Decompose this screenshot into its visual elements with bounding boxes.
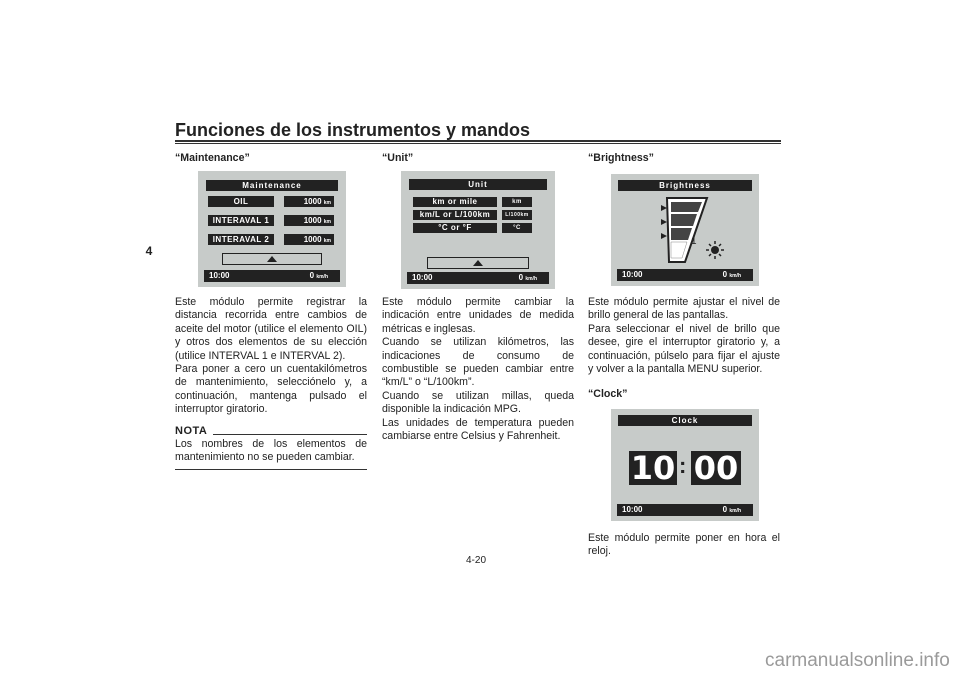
unit-value-fuel: L/100km: [502, 210, 532, 220]
status-bar: [407, 272, 549, 284]
maintenance-value-interval1: 1000 km: [284, 215, 334, 226]
nota-text: Los nombres de los elementos de mantenimiento no se pueden cambiar.: [175, 438, 367, 464]
clock-minutes[interactable]: 00: [691, 451, 741, 485]
status-speed: 0 km/h: [722, 505, 741, 514]
unit-value-temperature: °C: [502, 223, 532, 233]
status-time: 10:00: [622, 270, 643, 279]
header-rule: [175, 140, 781, 142]
nota-title: NOTA: [175, 424, 208, 437]
screen-title-bar: Unit: [409, 179, 547, 190]
unit-heading: “Unit”: [382, 152, 414, 164]
brightness-text: [588, 296, 780, 402]
unit-value-distance: km: [502, 197, 532, 207]
status-speed: 0 km/h: [722, 270, 741, 279]
gauge-segment-3: [671, 214, 697, 226]
up-arrow-icon: [473, 260, 483, 266]
status-time: 10:00: [622, 505, 643, 514]
clock-screen: [611, 409, 759, 521]
maintenance-screen: [198, 171, 346, 287]
unit-paragraph-3: Cuando se utilizan millas, queda disponible la indicación MPG.: [382, 389, 574, 416]
unit-item-temperature[interactable]: °C or °F: [413, 223, 497, 233]
maintenance-text: [175, 296, 367, 470]
unit-item-fuel[interactable]: km/L or L/100km: [413, 210, 497, 220]
status-bar: [204, 270, 340, 282]
maintenance-section: [175, 152, 367, 165]
brightness-screen: [611, 174, 759, 286]
screen-title-bar: Clock: [618, 415, 752, 426]
unit-item-distance[interactable]: km or mile: [413, 197, 497, 207]
screen-title-bar: Maintenance: [206, 180, 338, 191]
unit-text: [382, 296, 574, 443]
gauge-segment-4: [671, 202, 702, 212]
marker-icon: [661, 233, 667, 239]
brightness-heading: “Brightness”: [588, 152, 654, 164]
maintenance-item-interval2[interactable]: INTERAVAL 2: [208, 234, 274, 245]
maintenance-item-interval1[interactable]: INTERAVAL 1: [208, 215, 274, 226]
clock-heading: “Clock”: [588, 388, 628, 401]
maintenance-value-interval2: 1000 km: [284, 234, 334, 245]
unit-screen: [401, 171, 555, 289]
clock-hours[interactable]: 10: [630, 449, 676, 487]
chapter-tab: 4: [138, 238, 160, 264]
maintenance-item-oil[interactable]: OIL: [208, 196, 274, 207]
brightness-level-label: 1: [691, 236, 697, 247]
status-bar: [617, 504, 753, 516]
status-time: 10:00: [412, 273, 433, 282]
maintenance-value-oil: 1000 km: [284, 196, 334, 207]
clock-text: [588, 532, 780, 559]
scroll-up-button[interactable]: [427, 257, 529, 269]
brightness-section: [588, 152, 780, 165]
status-time: 10:00: [209, 271, 230, 280]
status-speed: 0 km/h: [309, 271, 328, 280]
page-header-title: Funciones de los instrumentos y mandos: [175, 120, 531, 140]
unit-paragraph-1: Este módulo permite cambiar la indicación entre unidades de medida métricas e inglesas.: [382, 296, 574, 335]
unit-paragraph-2: Cuando se utilizan kilómetros, las indicaciones de consumo de combustible se pueden cambiar entre “km/L” o “L/100km”.: [382, 336, 574, 389]
marker-icon: [661, 219, 667, 225]
page-number: 4-20: [466, 555, 487, 566]
scroll-up-button[interactable]: [222, 253, 322, 265]
screen-title-bar: Brightness: [618, 180, 752, 191]
maintenance-heading: “Maintenance”: [175, 152, 250, 164]
marker-icon: [661, 205, 667, 211]
maintenance-paragraph-1: Este módulo permite registrar la distancia recorrida entre cambios de aceite del motor (utilice el elemento OIL) y otros dos elementos de su elección (utilice INTERVAL 1 e INTERVAL 2).: [175, 296, 367, 362]
unit-section: [382, 152, 574, 165]
nota-box: [175, 425, 367, 470]
clock-separator: :: [679, 453, 687, 478]
brightness-paragraph-2: Para seleccionar el nivel de brillo que desee, gire el interruptor giratorio y, a continuación, púlselo para fijar el ajuste y volver a la pantalla MENU superior.: [588, 322, 780, 376]
up-arrow-icon: [267, 256, 277, 262]
unit-paragraph-4: Las unidades de temperatura pueden cambiarse entre Celsius y Fahrenheit.: [382, 416, 574, 443]
header-rule-thin: [175, 143, 781, 144]
status-speed: 0 km/h: [518, 273, 537, 282]
status-bar: [617, 269, 753, 281]
brightness-paragraph-1: Este módulo permite ajustar el nivel de brillo general de las pantallas.: [588, 296, 780, 322]
sun-icon: [706, 241, 724, 259]
clock-paragraph: Este módulo permite poner en hora el reloj.: [588, 532, 780, 558]
maintenance-paragraph-2: Para poner a cero un cuentakilómetros de mantenimiento, selecciónelo y, a continuación, mantenga pulsado el interruptor giratorio.: [175, 363, 367, 416]
watermark: carmanualsonline.info: [765, 650, 950, 671]
